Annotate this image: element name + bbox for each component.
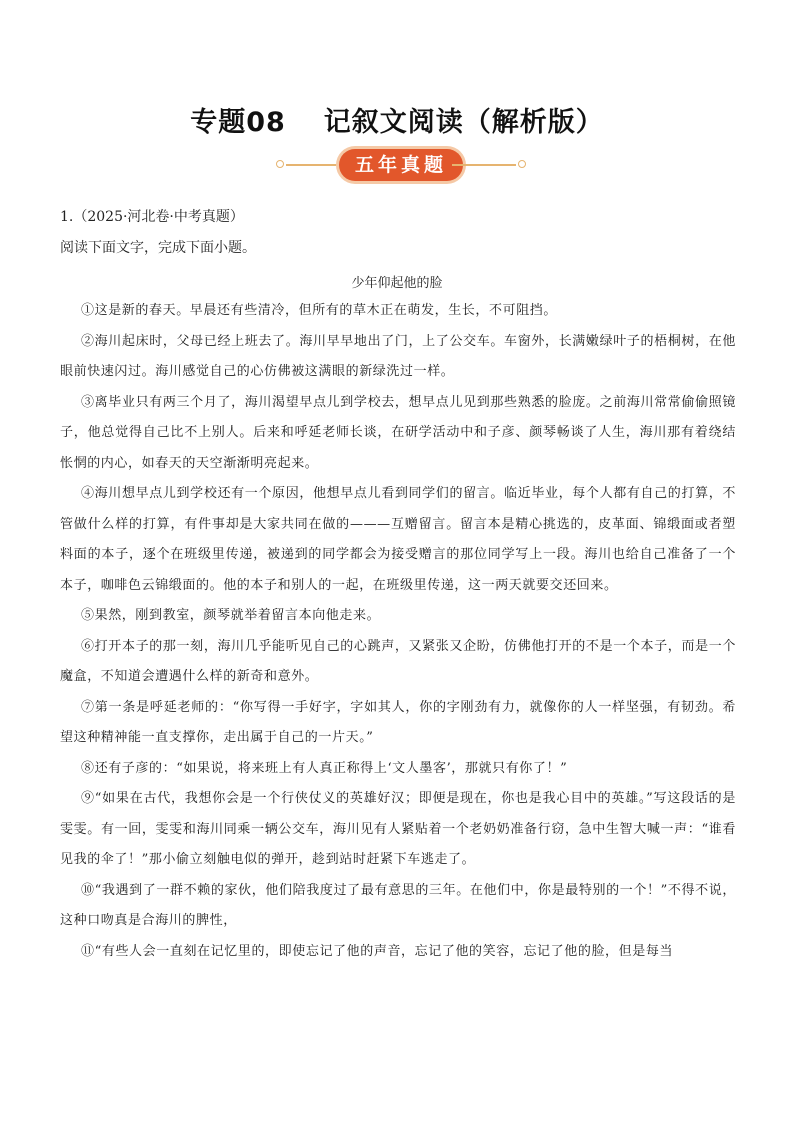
passage-paragraph: ⑤果然，刚到教室，颜琴就举着留言本向他走来。 [81,608,381,623]
question-instruction: 阅读下面文字，完成下面小题。 [60,240,256,256]
passage-paragraph: ⑥打开本子的那一刻，海川几乎能听见自己的心跳声，又紧张又企盼，仿佛他打开的不是一个本子，而是一个魔盒，不知道会遭遇什么样的新奇和意外。 [60,638,736,684]
passage-paragraph: ⑪“有些人会一直刻在记忆里的，即使忘记了他的声音，忘记了他的笑容，忘记了他的脸，但是每当 [81,943,674,959]
passage-paragraph: ⑩“我遇到了一群不赖的家伙，他们陪我度过了最有意思的三年。在他们中，你是最特别的一个！”不得不说，这种口吻真是合海川的脾性， [60,882,736,928]
banner-label: 五年真题 [339,149,463,181]
passage-paragraph: ⑦第一条是呼延老师的：“你写得一手好字，字如其人，你的字刚劲有力，就像你的人一样坚强，有韧劲。希望这种精神能一直支撑你，走出属于自己的一片天。” [60,699,736,745]
banner-right-line [452,164,516,166]
banner-left-ornament [276,160,284,168]
passage-paragraph: ④海川想早点儿到学校还有一个原因，他想早点儿看到同学们的留言。临近毕业，每个人都有自己的打算，不管做什么样的打算，有件事却是大家共同在做的———互赠留言。留言本是精心挑选的，皮革面、锦缎面或者塑料面的本子，逐个在班级里传递，被递到的同学都会为接受赠言的那位同学写上一段。海川也给自己准备了一个本子，咖啡色云锦缎面的。他的本子和别人的一起，在班级里传递，这一两天就要交还回来。 [60,486,736,593]
passage-title: 少年仰起他的脸 [351,276,443,291]
passage-paragraph: ①这是新的春天。早晨还有些清冷，但所有的草木正在萌发，生长，不可阻挡。 [81,303,558,318]
passage-paragraph: ②海川起床时，父母已经上班去了。海川早早地出了门，上了公交车。车窗外，长满嫩绿叶子的梧桐树，在他眼前快速闪过。海川感觉自己的心仿佛被这满眼的新绿洗过一样。 [60,333,736,379]
passage-paragraph: ③离毕业只有两三个月了，海川渴望早点儿到学校去，想早点儿见到那些熟悉的脸庞。之前海川常常偷偷照镜子，他总觉得自己比不上别人。后来和呼延老师长谈，在研学活动中和子彦、颜琴畅谈了人生，海川那有着绕结怅惘的内心，如春天的天空渐渐明亮起来。 [60,394,736,471]
passage-paragraph: ⑧还有子彦的：“如果说，将来班上有人真正称得上‘文人墨客’，那就只有你了！” [81,760,568,776]
title-topic-number: 专题08 [190,107,286,138]
banner-right-ornament [518,160,526,168]
section-banner [276,147,526,183]
title-topic-name: 记叙文阅读（解析版） [323,107,604,138]
page-title [0,100,794,139]
passage-body [60,296,736,967]
question-heading: 1.（2025·河北卷·中考真题） [60,209,244,225]
passage-paragraph: ⑨“如果在古代，我想你会是一个行侠仗义的英雄好汉；即便是现在，你也是我心目中的英雄。”写这段话的是雯雯。有一回，雯雯和海川同乘一辆公交车，海川见有人紧贴着一个老奶奶准备行窃，急中生智大喊一声：“谁看见我的伞了！”那小偷立刻触电似的弹开，趁到站时赶紧下车逃走了。 [60,791,736,867]
